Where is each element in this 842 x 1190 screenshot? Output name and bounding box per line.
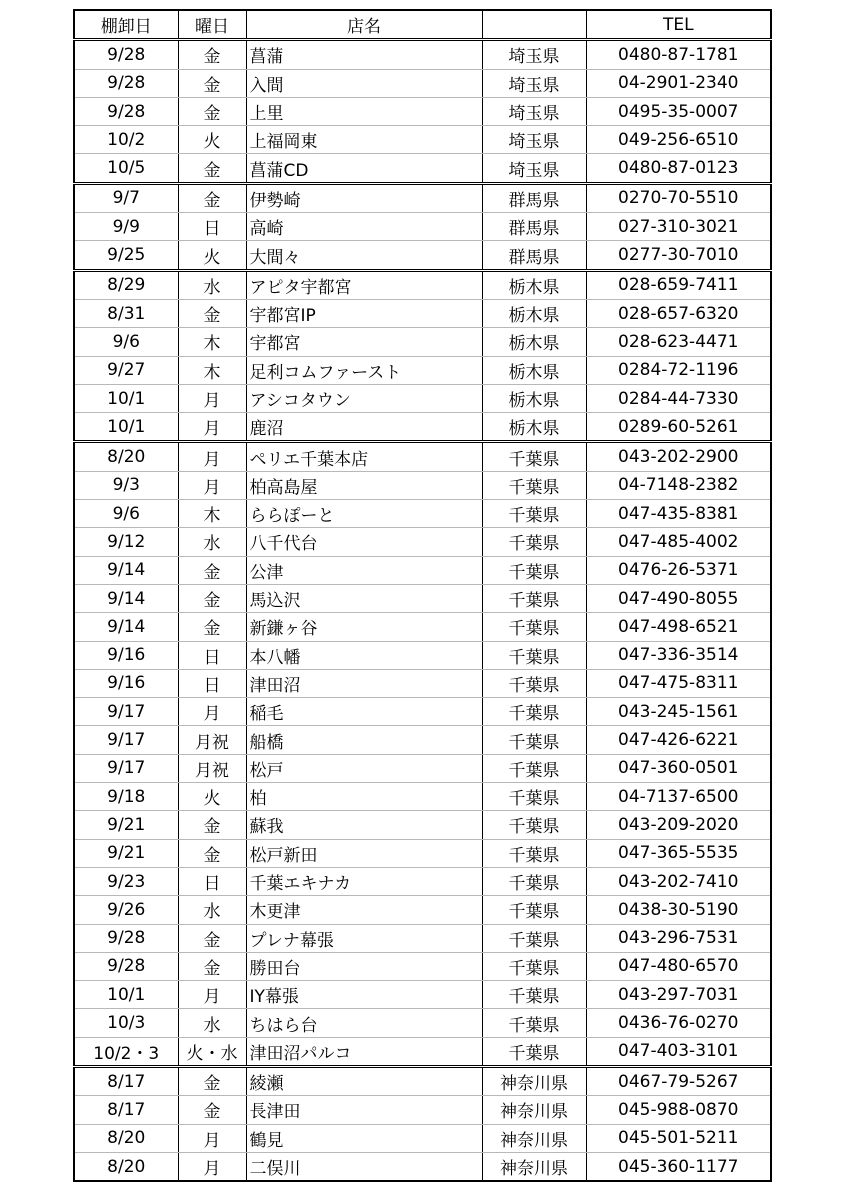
- prefecture-cell: 群馬県: [482, 183, 586, 212]
- weekday-cell: 日: [178, 669, 246, 697]
- weekday-cell: 金: [178, 1096, 246, 1124]
- phone-cell: 049-256-6510: [586, 126, 771, 154]
- weekday-cell: 火: [178, 241, 246, 270]
- store-name-cell: 新鎌ヶ谷: [246, 613, 482, 641]
- weekday-cell: 水: [178, 528, 246, 556]
- inventory-date-cell: 9/7: [74, 183, 178, 212]
- phone-cell: 028-657-6320: [586, 299, 771, 327]
- store-name-cell: 津田沼パルコ: [246, 1037, 482, 1066]
- table-row: [74, 154, 771, 183]
- prefecture-cell: 千葉県: [482, 1009, 586, 1037]
- inventory-date-cell: 9/17: [74, 754, 178, 782]
- phone-cell: 045-360-1177: [586, 1152, 771, 1181]
- table-row: [74, 952, 771, 980]
- inventory-date-cell: 9/6: [74, 328, 178, 356]
- phone-cell: 0467-79-5267: [586, 1066, 771, 1095]
- phone-cell: 047-498-6521: [586, 613, 771, 641]
- inventory-date-cell: 9/28: [74, 924, 178, 952]
- store-name-cell: 松戸: [246, 754, 482, 782]
- inventory-date-cell: 9/9: [74, 213, 178, 241]
- inventory-date-cell: 9/16: [74, 641, 178, 669]
- store-name-cell: 公津: [246, 556, 482, 584]
- weekday-cell: 金: [178, 839, 246, 867]
- phone-cell: 047-435-8381: [586, 500, 771, 528]
- store-name-cell: 宇都宮IP: [246, 299, 482, 327]
- store-name-cell: 本八幡: [246, 641, 482, 669]
- table-row: [74, 1009, 771, 1037]
- table-row: [74, 384, 771, 412]
- inventory-date-cell: 8/29: [74, 270, 178, 299]
- inventory-date-cell: 10/1: [74, 384, 178, 412]
- store-name-cell: 鹿沼: [246, 413, 482, 442]
- prefecture-cell: 群馬県: [482, 213, 586, 241]
- phone-cell: 028-659-7411: [586, 270, 771, 299]
- weekday-cell: 月: [178, 471, 246, 499]
- table-row: [74, 1124, 771, 1152]
- weekday-cell: 火: [178, 126, 246, 154]
- phone-cell: 043-296-7531: [586, 924, 771, 952]
- inventory-date-cell: 9/18: [74, 783, 178, 811]
- inventory-date-cell: 8/17: [74, 1066, 178, 1095]
- phone-cell: 043-245-1561: [586, 698, 771, 726]
- prefecture-cell: 千葉県: [482, 613, 586, 641]
- table-row: [74, 1037, 771, 1066]
- phone-cell: 047-490-8055: [586, 584, 771, 612]
- header-prefecture: [482, 10, 586, 40]
- prefecture-cell: 千葉県: [482, 442, 586, 471]
- prefecture-cell: 神奈川県: [482, 1066, 586, 1095]
- inventory-date-cell: 9/17: [74, 726, 178, 754]
- phone-cell: 043-209-2020: [586, 811, 771, 839]
- inventory-date-cell: 10/2: [74, 126, 178, 154]
- inventory-date-cell: 8/20: [74, 1124, 178, 1152]
- table-row: [74, 183, 771, 212]
- inventory-date-cell: 9/28: [74, 40, 178, 69]
- table-row: [74, 641, 771, 669]
- phone-cell: 0480-87-0123: [586, 154, 771, 183]
- store-name-cell: 長津田: [246, 1096, 482, 1124]
- phone-cell: 04-2901-2340: [586, 69, 771, 97]
- inventory-date-cell: 9/25: [74, 241, 178, 270]
- phone-cell: 028-623-4471: [586, 328, 771, 356]
- table-header: [74, 10, 771, 40]
- store-name-cell: 蘇我: [246, 811, 482, 839]
- phone-cell: 047-426-6221: [586, 726, 771, 754]
- store-name-cell: 鶴見: [246, 1124, 482, 1152]
- weekday-cell: 金: [178, 154, 246, 183]
- inventory-date-cell: 9/28: [74, 952, 178, 980]
- table-row: [74, 97, 771, 125]
- inventory-date-cell: 9/23: [74, 867, 178, 895]
- prefecture-cell: 千葉県: [482, 500, 586, 528]
- prefecture-cell: 栃木県: [482, 356, 586, 384]
- table-row: [74, 811, 771, 839]
- weekday-cell: 金: [178, 299, 246, 327]
- prefecture-cell: 埼玉県: [482, 69, 586, 97]
- phone-cell: 04-7148-2382: [586, 471, 771, 499]
- header-weekday: 曜日: [178, 10, 246, 40]
- weekday-cell: 金: [178, 1066, 246, 1095]
- table-row: [74, 356, 771, 384]
- inventory-date-cell: 10/1: [74, 981, 178, 1009]
- store-name-cell: 綾瀬: [246, 1066, 482, 1095]
- inventory-date-cell: 9/21: [74, 811, 178, 839]
- table-row: [74, 867, 771, 895]
- inventory-date-cell: 9/28: [74, 69, 178, 97]
- prefecture-cell: 栃木県: [482, 299, 586, 327]
- prefecture-cell: 千葉県: [482, 1037, 586, 1066]
- inventory-date-cell: 9/14: [74, 613, 178, 641]
- table-row: [74, 299, 771, 327]
- store-name-cell: 千葉エキナカ: [246, 867, 482, 895]
- weekday-cell: 金: [178, 556, 246, 584]
- weekday-cell: 水: [178, 270, 246, 299]
- prefecture-cell: 神奈川県: [482, 1096, 586, 1124]
- prefecture-cell: 栃木県: [482, 413, 586, 442]
- weekday-cell: 月: [178, 981, 246, 1009]
- phone-cell: 047-485-4002: [586, 528, 771, 556]
- inventory-date-cell: 9/21: [74, 839, 178, 867]
- weekday-cell: 日: [178, 641, 246, 669]
- store-name-cell: 八千代台: [246, 528, 482, 556]
- table-row: [74, 754, 771, 782]
- prefecture-cell: 群馬県: [482, 241, 586, 270]
- store-name-cell: プレナ幕張: [246, 924, 482, 952]
- phone-cell: 0284-72-1196: [586, 356, 771, 384]
- store-name-cell: 稲毛: [246, 698, 482, 726]
- store-name-cell: 松戸新田: [246, 839, 482, 867]
- store-name-cell: ちはら台: [246, 1009, 482, 1037]
- store-name-cell: 伊勢崎: [246, 183, 482, 212]
- inventory-date-cell: 10/1: [74, 413, 178, 442]
- weekday-cell: 水: [178, 896, 246, 924]
- store-name-cell: 木更津: [246, 896, 482, 924]
- phone-cell: 045-988-0870: [586, 1096, 771, 1124]
- prefecture-cell: 千葉県: [482, 556, 586, 584]
- weekday-cell: 月: [178, 384, 246, 412]
- prefecture-cell: 神奈川県: [482, 1152, 586, 1181]
- weekday-cell: 月: [178, 413, 246, 442]
- table-body: [74, 40, 771, 1181]
- inventory-date-cell: 10/5: [74, 154, 178, 183]
- table-row: [74, 1152, 771, 1181]
- table-row: [74, 1096, 771, 1124]
- phone-cell: 0284-44-7330: [586, 384, 771, 412]
- phone-cell: 047-403-3101: [586, 1037, 771, 1066]
- phone-cell: 047-475-8311: [586, 669, 771, 697]
- prefecture-cell: 千葉県: [482, 669, 586, 697]
- phone-cell: 045-501-5211: [586, 1124, 771, 1152]
- store-name-cell: 高崎: [246, 213, 482, 241]
- prefecture-cell: 千葉県: [482, 726, 586, 754]
- table-row: [74, 528, 771, 556]
- store-name-cell: アピタ宇都宮: [246, 270, 482, 299]
- prefecture-cell: 栃木県: [482, 270, 586, 299]
- inventory-schedule-table: [73, 9, 772, 1182]
- weekday-cell: 月: [178, 698, 246, 726]
- inventory-date-cell: 9/26: [74, 896, 178, 924]
- phone-cell: 027-310-3021: [586, 213, 771, 241]
- table-row: [74, 698, 771, 726]
- prefecture-cell: 千葉県: [482, 924, 586, 952]
- inventory-date-cell: 9/14: [74, 556, 178, 584]
- table-row: [74, 981, 771, 1009]
- phone-cell: 043-202-7410: [586, 867, 771, 895]
- prefecture-cell: 栃木県: [482, 384, 586, 412]
- weekday-cell: 金: [178, 97, 246, 125]
- weekday-cell: 月: [178, 442, 246, 471]
- weekday-cell: 金: [178, 69, 246, 97]
- table-row: [74, 500, 771, 528]
- prefecture-cell: 千葉県: [482, 867, 586, 895]
- inventory-date-cell: 9/16: [74, 669, 178, 697]
- store-name-cell: 勝田台: [246, 952, 482, 980]
- weekday-cell: 日: [178, 213, 246, 241]
- table-row: [74, 471, 771, 499]
- weekday-cell: 水: [178, 1009, 246, 1037]
- store-name-cell: アシコタウン: [246, 384, 482, 412]
- weekday-cell: 木: [178, 356, 246, 384]
- prefecture-cell: 千葉県: [482, 584, 586, 612]
- weekday-cell: 金: [178, 952, 246, 980]
- phone-cell: 043-297-7031: [586, 981, 771, 1009]
- phone-cell: 0495-35-0007: [586, 97, 771, 125]
- table-row: [74, 556, 771, 584]
- phone-cell: 0438-30-5190: [586, 896, 771, 924]
- table-row: [74, 40, 771, 69]
- prefecture-cell: 千葉県: [482, 896, 586, 924]
- prefecture-cell: 千葉県: [482, 952, 586, 980]
- phone-cell: 0476-26-5371: [586, 556, 771, 584]
- prefecture-cell: 埼玉県: [482, 97, 586, 125]
- weekday-cell: 月: [178, 1124, 246, 1152]
- phone-cell: 0289-60-5261: [586, 413, 771, 442]
- store-name-cell: ららぽーと: [246, 500, 482, 528]
- store-name-cell: 菖蒲CD: [246, 154, 482, 183]
- inventory-date-cell: 8/31: [74, 299, 178, 327]
- prefecture-cell: 千葉県: [482, 698, 586, 726]
- store-name-cell: 船橋: [246, 726, 482, 754]
- prefecture-cell: 千葉県: [482, 528, 586, 556]
- inventory-date-cell: 9/17: [74, 698, 178, 726]
- store-name-cell: 上福岡東: [246, 126, 482, 154]
- header-store: 店名: [246, 10, 482, 40]
- prefecture-cell: 千葉県: [482, 981, 586, 1009]
- store-name-cell: 柏: [246, 783, 482, 811]
- table-row: [74, 442, 771, 471]
- phone-cell: 0277-30-7010: [586, 241, 771, 270]
- inventory-date-cell: 9/6: [74, 500, 178, 528]
- phone-cell: 0270-70-5510: [586, 183, 771, 212]
- weekday-cell: 木: [178, 328, 246, 356]
- inventory-date-cell: 8/20: [74, 1152, 178, 1181]
- phone-cell: 047-480-6570: [586, 952, 771, 980]
- table-row: [74, 213, 771, 241]
- weekday-cell: 金: [178, 924, 246, 952]
- weekday-cell: 金: [178, 613, 246, 641]
- weekday-cell: 金: [178, 183, 246, 212]
- table-row: [74, 413, 771, 442]
- prefecture-cell: 千葉県: [482, 641, 586, 669]
- weekday-cell: 火・水: [178, 1037, 246, 1066]
- store-name-cell: 上里: [246, 97, 482, 125]
- header-row: [74, 10, 771, 40]
- prefecture-cell: 千葉県: [482, 754, 586, 782]
- inventory-date-cell: 8/17: [74, 1096, 178, 1124]
- inventory-date-cell: 10/3: [74, 1009, 178, 1037]
- phone-cell: 047-360-0501: [586, 754, 771, 782]
- phone-cell: 047-365-5535: [586, 839, 771, 867]
- table-row: [74, 241, 771, 270]
- inventory-date-cell: 9/3: [74, 471, 178, 499]
- inventory-date-cell: 10/2・3: [74, 1037, 178, 1066]
- table-row: [74, 839, 771, 867]
- weekday-cell: 月: [178, 1152, 246, 1181]
- inventory-date-cell: 9/12: [74, 528, 178, 556]
- weekday-cell: 金: [178, 811, 246, 839]
- phone-cell: 043-202-2900: [586, 442, 771, 471]
- store-name-cell: 馬込沢: [246, 584, 482, 612]
- weekday-cell: 日: [178, 867, 246, 895]
- store-name-cell: 二俣川: [246, 1152, 482, 1181]
- table-row: [74, 270, 771, 299]
- store-name-cell: 菖蒲: [246, 40, 482, 69]
- phone-cell: 04-7137-6500: [586, 783, 771, 811]
- header-tel: TEL: [586, 10, 771, 40]
- table-row: [74, 1066, 771, 1095]
- table-row: [74, 669, 771, 697]
- store-name-cell: 宇都宮: [246, 328, 482, 356]
- store-name-cell: 大間々: [246, 241, 482, 270]
- prefecture-cell: 千葉県: [482, 471, 586, 499]
- weekday-cell: 金: [178, 584, 246, 612]
- store-name-cell: IY幕張: [246, 981, 482, 1009]
- weekday-cell: 木: [178, 500, 246, 528]
- weekday-cell: 月祝: [178, 726, 246, 754]
- table-row: [74, 896, 771, 924]
- table-row: [74, 924, 771, 952]
- table-row: [74, 613, 771, 641]
- phone-cell: 0480-87-1781: [586, 40, 771, 69]
- weekday-cell: 金: [178, 40, 246, 69]
- prefecture-cell: 千葉県: [482, 811, 586, 839]
- store-name-cell: 津田沼: [246, 669, 482, 697]
- table-row: [74, 69, 771, 97]
- store-name-cell: ペリエ千葉本店: [246, 442, 482, 471]
- prefecture-cell: 神奈川県: [482, 1124, 586, 1152]
- store-name-cell: 入間: [246, 69, 482, 97]
- inventory-date-cell: 9/14: [74, 584, 178, 612]
- inventory-date-cell: 8/20: [74, 442, 178, 471]
- table-row: [74, 726, 771, 754]
- table-row: [74, 584, 771, 612]
- header-date: 棚卸日: [74, 10, 178, 40]
- inventory-date-cell: 9/28: [74, 97, 178, 125]
- prefecture-cell: 埼玉県: [482, 40, 586, 69]
- prefecture-cell: 埼玉県: [482, 126, 586, 154]
- phone-cell: 047-336-3514: [586, 641, 771, 669]
- prefecture-cell: 埼玉県: [482, 154, 586, 183]
- table-row: [74, 126, 771, 154]
- store-name-cell: 柏高島屋: [246, 471, 482, 499]
- weekday-cell: 月祝: [178, 754, 246, 782]
- table-row: [74, 328, 771, 356]
- store-name-cell: 足利コムファースト: [246, 356, 482, 384]
- phone-cell: 0436-76-0270: [586, 1009, 771, 1037]
- inventory-date-cell: 9/27: [74, 356, 178, 384]
- table-row: [74, 783, 771, 811]
- weekday-cell: 火: [178, 783, 246, 811]
- prefecture-cell: 千葉県: [482, 783, 586, 811]
- prefecture-cell: 千葉県: [482, 839, 586, 867]
- prefecture-cell: 栃木県: [482, 328, 586, 356]
